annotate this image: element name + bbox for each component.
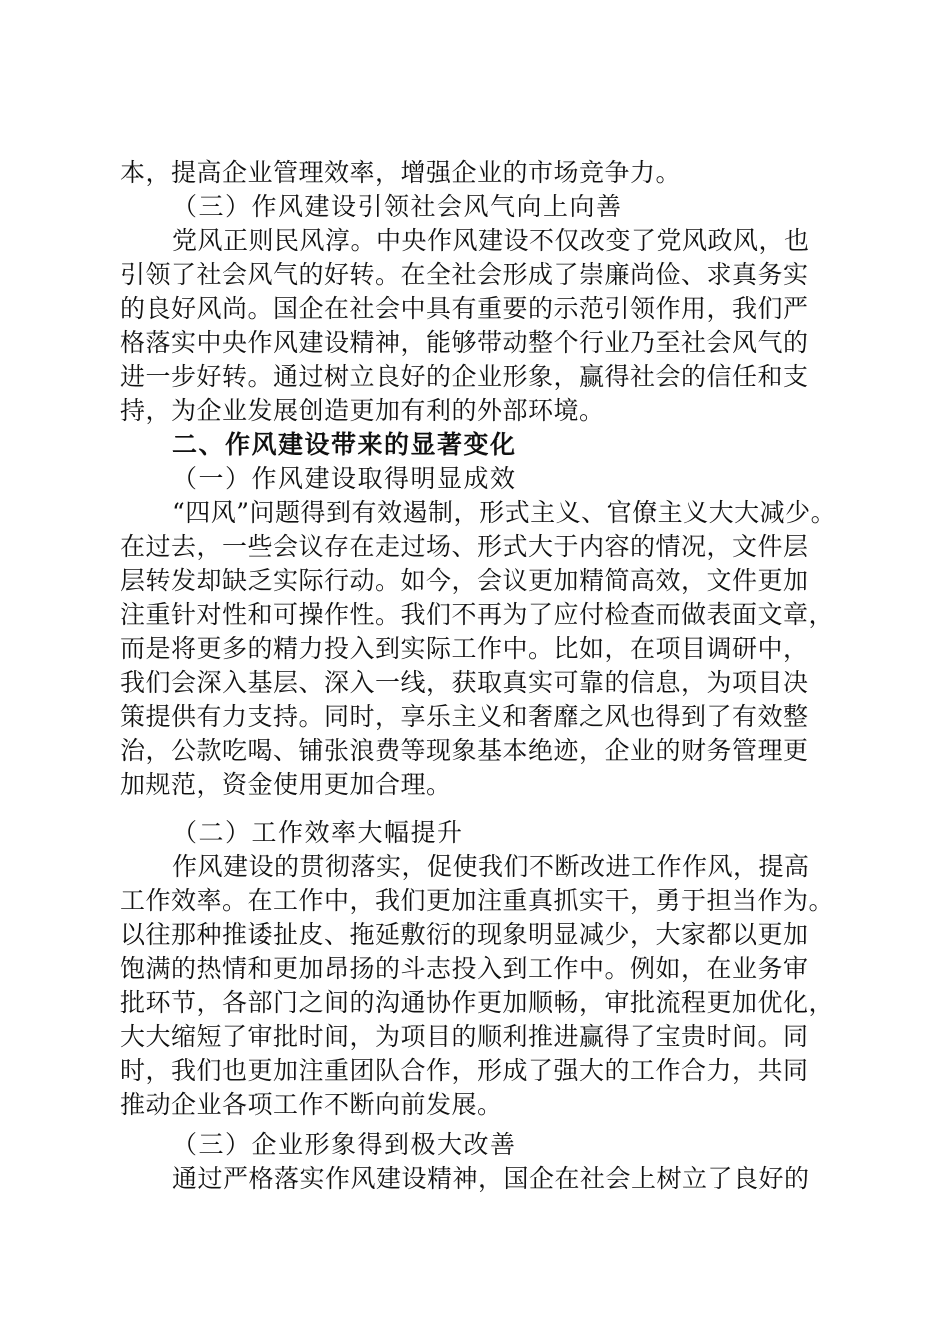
paragraph-line: 持，为企业发展创造更加有利的外部环境。 (120, 396, 605, 425)
section-heading-2: 二、作风建设带来的显著变化 (172, 430, 517, 459)
paragraph-line: 在过去，一些会议存在走过场、形式大于内容的情况，文件层 (120, 532, 809, 561)
paragraph-line: 注重针对性和可操作性。我们不再为了应付检查而做表面文章， (120, 600, 835, 629)
paragraph-line: “四风”问题得到有效遏制，形式主义、官僚主义大大减少。 (172, 498, 837, 527)
paragraph-line: 饱满的热情和更加昂扬的斗志投入到工作中。例如，在业务审 (120, 954, 809, 983)
paragraph-line: 的良好风尚。国企在社会中具有重要的示范引领作用，我们严 (120, 294, 809, 323)
paragraph-line: 层转发却缺乏实际行动。如今，会议更加精简高效，文件更加 (120, 566, 809, 595)
paragraph-line: 党风正则民风淳。中央作风建设不仅改变了党风政风，也 (172, 226, 810, 255)
paragraph-line: 批环节，各部门之间的沟通协作更加顺畅，审批流程更加优化， (120, 988, 835, 1017)
paragraph-line: 时，我们也更加注重团队合作，形成了强大的工作合力，共同 (120, 1056, 809, 1085)
paragraph-line: 进一步好转。通过树立良好的企业形象，赢得社会的信任和支 (120, 362, 809, 391)
paragraph-line: 治，公款吃喝、铺张浪费等现象基本绝迹，企业的财务管理更 (120, 736, 809, 765)
paragraph-line: 作风建设的贯彻落实，促使我们不断改进工作作风，提高 (172, 852, 810, 881)
subheading-1: （一）作风建设取得明显成效 (172, 464, 517, 493)
subheading-2: （二）工作效率大幅提升 (172, 818, 464, 847)
paragraph-line: 格落实中央作风建设精神，能够带动整个行业乃至社会风气的 (120, 328, 809, 357)
paragraph-line: 我们会深入基层、深入一线，获取真实可靠的信息，为项目决 (120, 668, 809, 697)
paragraph-line: 而是将更多的精力投入到实际工作中。比如，在项目调研中， (120, 634, 809, 663)
paragraph-line: 策提供有力支持。同时，享乐主义和奢靡之风也得到了有效整 (120, 702, 809, 731)
paragraph-line: 工作效率。在工作中，我们更加注重真抓实干，勇于担当作为。 (120, 886, 835, 915)
paragraph-line: 推动企业各项工作不断向前发展。 (120, 1090, 503, 1119)
paragraph-line: 以往那种推诿扯皮、拖延敷衍的现象明显减少，大家都以更加 (120, 920, 809, 949)
paragraph-line: 大大缩短了审批时间，为项目的顺利推进赢得了宝贵时间。同 (120, 1022, 809, 1051)
paragraph-line: 本，提高企业管理效率，增强企业的市场竞争力。 (120, 158, 682, 187)
paragraph-line: 加规范，资金使用更加合理。 (120, 770, 452, 799)
subheading-3b: （三）企业形象得到极大改善 (172, 1130, 517, 1159)
paragraph-line: 通过严格落实作风建设精神，国企在社会上树立了良好的 (172, 1164, 810, 1193)
paragraph-line: 引领了社会风气的好转。在全社会形成了崇廉尚俭、求真务实 (120, 260, 809, 289)
subheading-3: （三）作风建设引领社会风气向上向善 (172, 192, 623, 221)
